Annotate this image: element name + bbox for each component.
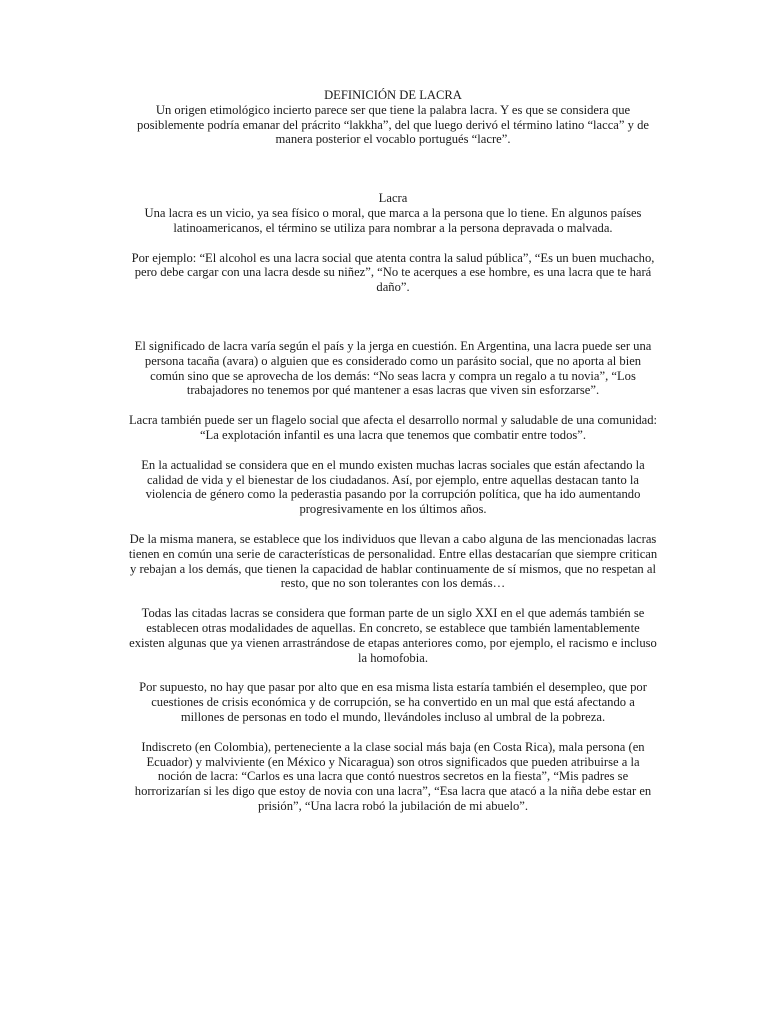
spacer bbox=[128, 295, 658, 339]
spacer bbox=[128, 591, 658, 606]
paragraph-social-scourge: Lacra también puede ser un flagelo social que afecta el desarrollo normal y saludable de una comunidad: “La explotación infantil es una lacra que tenemos que combatir entre todos”. bbox=[128, 413, 658, 442]
spacer bbox=[128, 725, 658, 740]
spacer bbox=[128, 398, 658, 413]
paragraph-current-lacras: En la actualidad se considera que en el mundo existen muchas lacras sociales que están afectando la calidad de vida y el bienestar de los ciudadanos. Así, por ejemplo, entre aquellas destacan tanto la violencia de género como la pederastia pasando por la corrupción política, que ha ido aumentando progresivamente en los últimos años. bbox=[141, 457, 645, 517]
paragraph-definition: Una lacra es un vicio, ya sea físico o moral, que marca a la persona que lo tiene. En algunos países latinoamericanos, el término se utiliza para nombrar a la persona depravada o malvada. bbox=[144, 205, 642, 235]
document-title: DEFINICIÓN DE LACRA bbox=[324, 88, 462, 102]
spacer bbox=[128, 443, 658, 458]
spacer bbox=[128, 147, 658, 191]
section-heading: Lacra bbox=[378, 191, 408, 206]
paragraph-examples: Por ejemplo: “El alcohol es una lacra social que atenta contra la salud pública”, “Es un buen muchacho, pero debe cargar con una lacra desde su niñez”, “No te acerques a ese hombre, es una lacra que te hará daño”. bbox=[131, 250, 655, 295]
paragraph-regional-meanings: Indiscreto (en Colombia), perteneciente a la clase social más baja (en Costa Rica), mala persona (en Ecuador) y malviviente (en México y Nicaragua) son otros significados que pueden atribuirse a la noción de lacra: “Carlos es una lacra que contó nuestros secretos en la fiesta”, “Mis padres se horrorizarían si les digo que estoy de novia con una lacra”, “Esa lacra que atacó a la niña debe estar en prisión”, “Una lacra robó la jubilación de mi abuelo”. bbox=[134, 739, 652, 813]
spacer bbox=[128, 236, 658, 251]
spacer bbox=[128, 517, 658, 532]
paragraph-meaning-by-country: El significado de lacra varía según el país y la jerga en cuestión. En Argentina, una lacra puede ser una persona tacaña (avara) o alguien que es considerado como un parásito social, que no aporta al bien común sino que se aprovecha de los demás: “No seas lacra y compra un regalo a tu novia”, “Los trabajadores no tenemos por qué mantener a esas lacras que viven sin esforzarse”. bbox=[134, 338, 652, 398]
paragraph-unemployment: Por supuesto, no hay que pasar por alto que en esa misma lista estaría también el desempleo, que por cuestiones de crisis económica y de corrupción, se ha convertido en un mal que está afectando a millones de personas en todo el mundo, llevándoles incluso al umbral de la pobreza. bbox=[139, 680, 647, 724]
document-page bbox=[128, 88, 658, 814]
intro-paragraph: Un origen etimológico incierto parece ser que tiene la palabra lacra. Y es que se considera que posiblemente podría emanar del prácrito “lakkha”, del que luego derivó el término latino “lacca” y de manera posterior el vocablo portugués “lacre”. bbox=[137, 102, 649, 147]
paragraph-personality-traits: De la misma manera, se establece que los individuos que llevan a cabo alguna de las mencionadas lacras tienen en común una serie de características de personalidad. Entre ellas destacarían que siempre critican y rebajan a los demás, que tienen la capacidad de hablar continuamente de sí mismos, que no respetan al resto, que no son tolerantes con los demás… bbox=[128, 531, 658, 591]
spacer bbox=[128, 665, 658, 680]
paragraph-twenty-first-century: Todas las citadas lacras se considera que forman parte de un siglo XXI en el que además también se establecen otras modalidades de aquellas. En concreto, se establece que también lamentablemente existen algunas que ya vienen arrastrándose de etapas anteriores como, por ejemplo, el racismo e incluso la homofobia. bbox=[129, 606, 657, 665]
